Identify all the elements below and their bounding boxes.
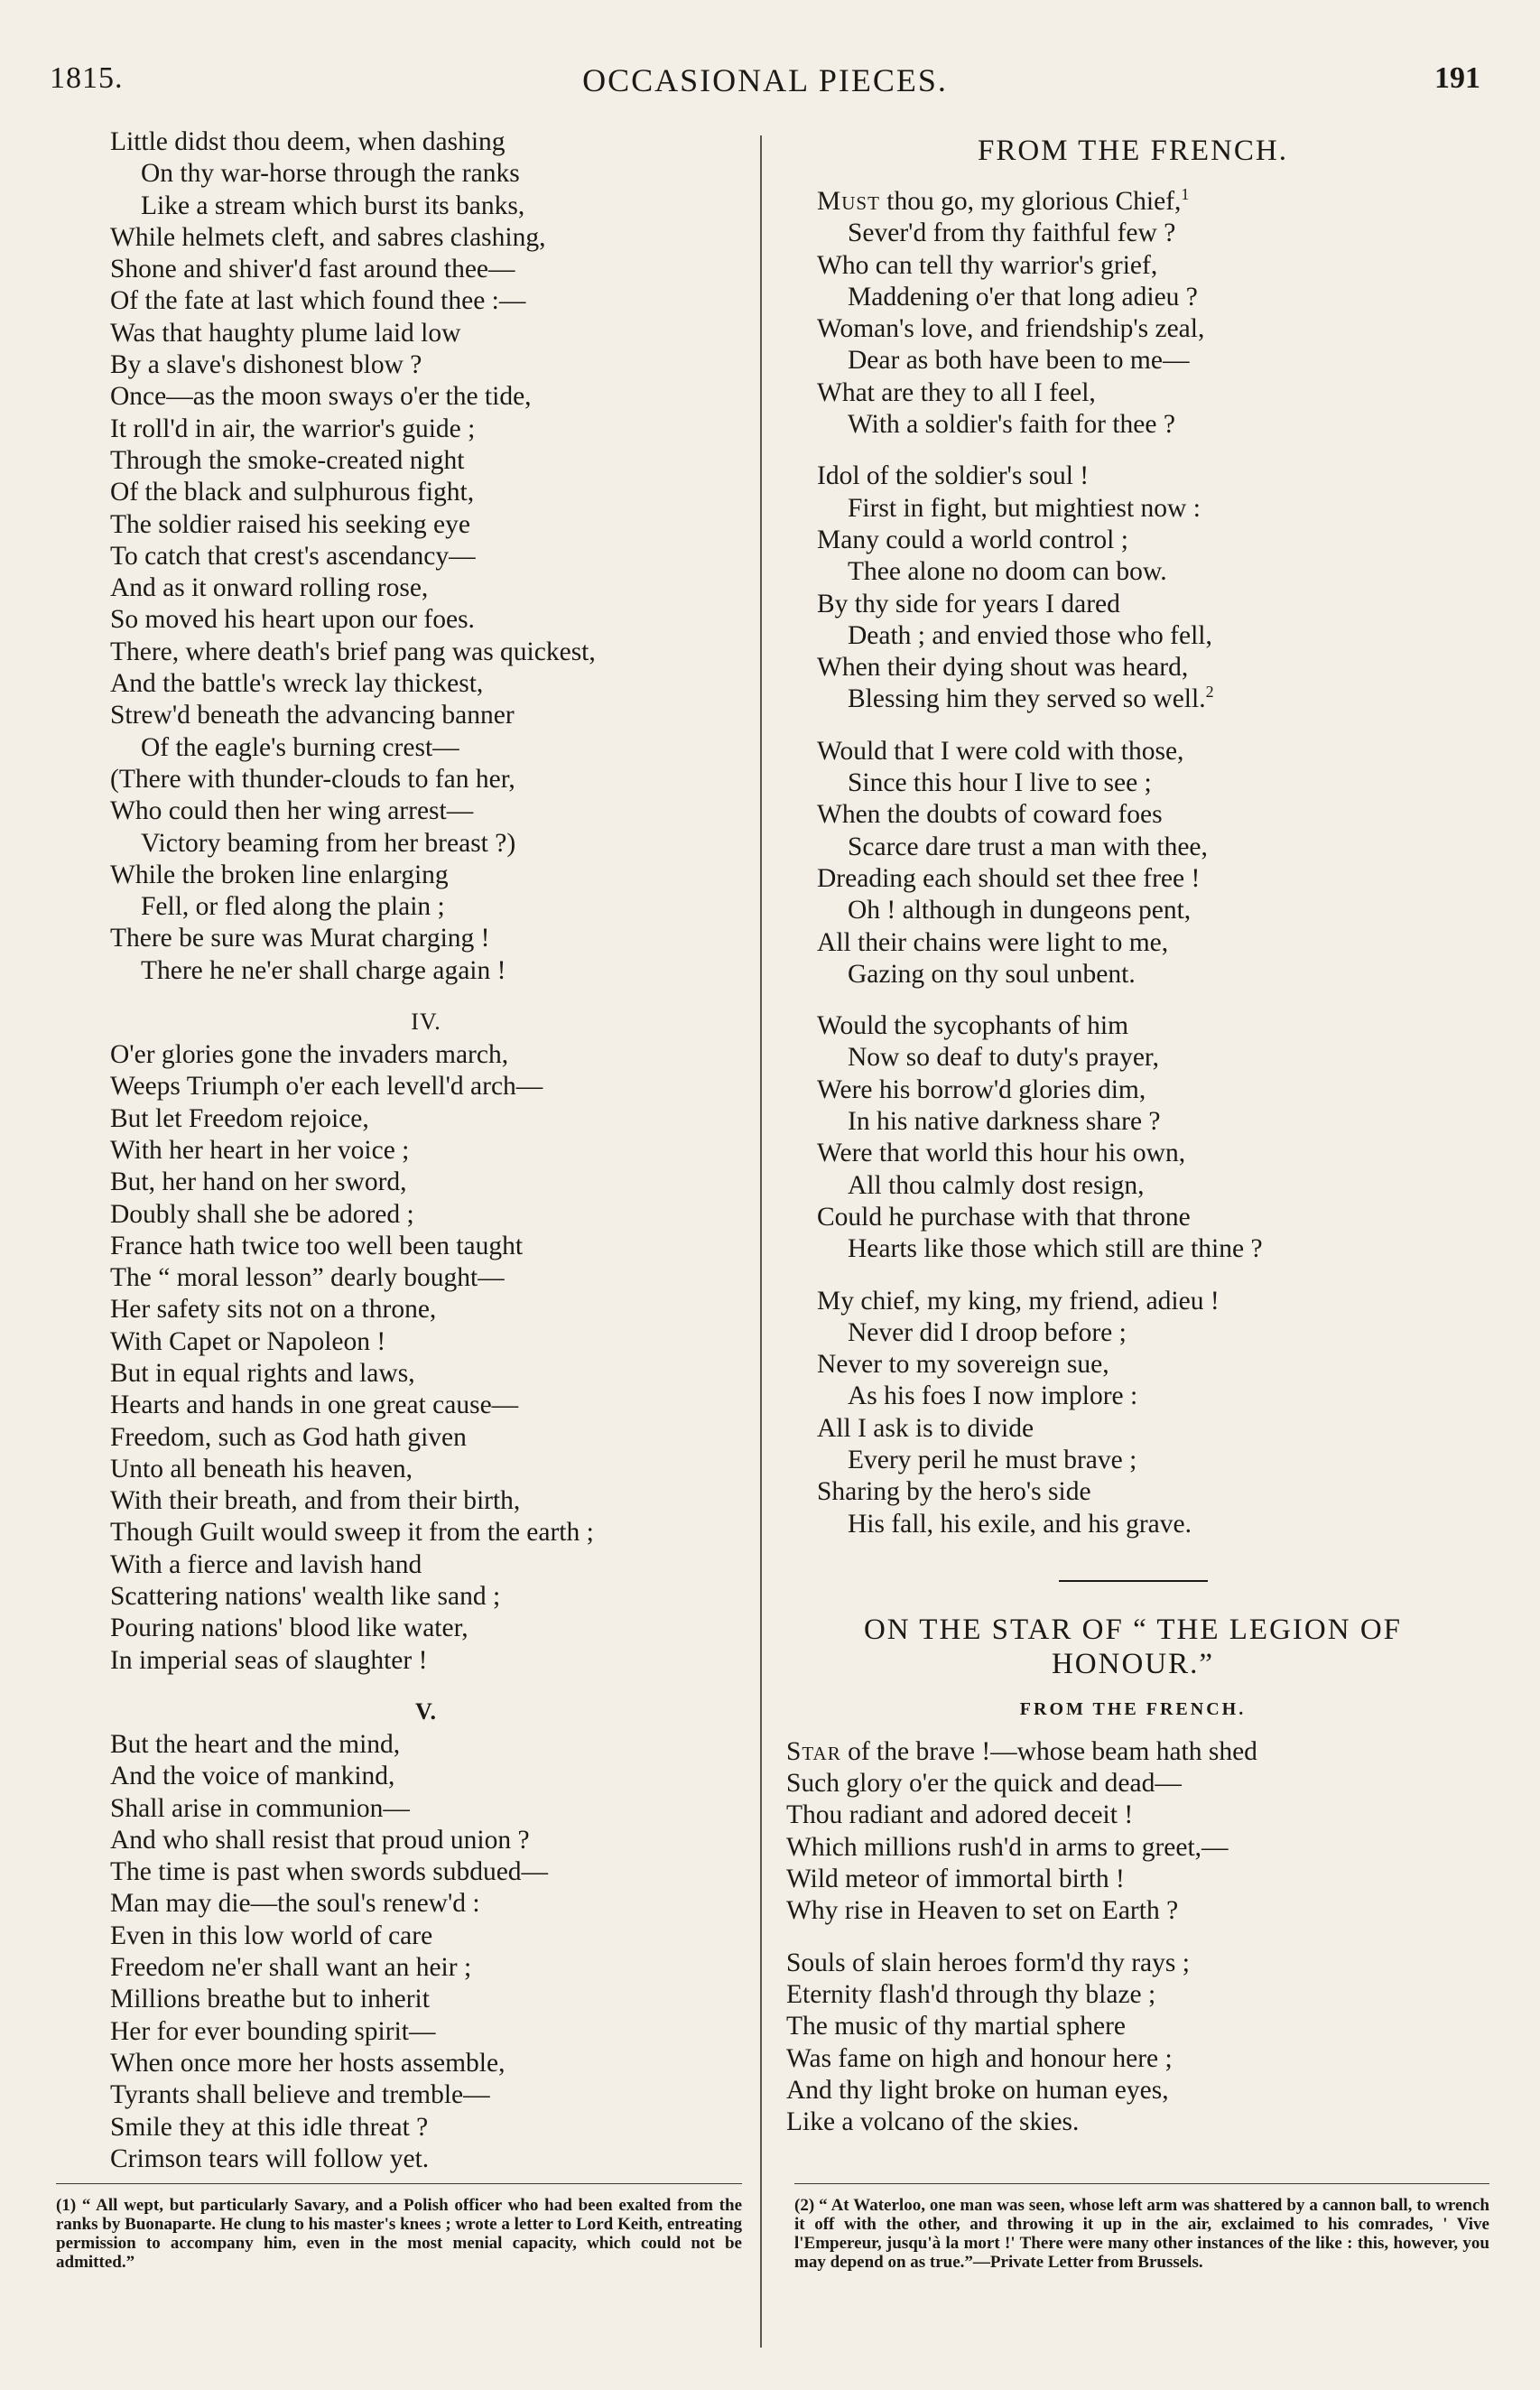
line-text: Blessing him they served so well.: [848, 684, 1206, 714]
poem-line: The music of thy martial sphere: [786, 2012, 1127, 2041]
poem-line: By a slave's dishonest blow ?: [110, 350, 422, 380]
poem-line: Tyrants shall believe and tremble—: [110, 2080, 490, 2110]
poem-line: Such glory o'er the quick and dead—: [786, 1769, 1182, 1799]
poem-title-legion-of-honour: [817, 1613, 1449, 1681]
poem-line: As his foes I now implore :: [848, 1381, 1138, 1411]
poem-line: By thy side for years I dared: [817, 589, 1120, 618]
section-separator: [1059, 1580, 1208, 1582]
poem-line: Dreading each should set thee free !: [817, 863, 1201, 893]
poem-line: Once—as the moon sways o'er the tide,: [110, 382, 532, 412]
poem-line: In his native darkness share ?: [848, 1107, 1161, 1137]
poem-line: Thee alone no doom can bow.: [848, 557, 1167, 587]
poem2-stanza-2: [786, 1948, 1449, 2139]
right-column: [786, 126, 1449, 2158]
poem-line: Oh ! although in dungeons pent,: [848, 896, 1192, 925]
poem-line: Strew'd beneath the advancing banner: [110, 701, 515, 730]
poem-line: Maddening o'er that long adieu ?: [848, 282, 1198, 312]
left-column: [110, 126, 742, 2195]
poem-line: When once more her hosts assemble,: [110, 2048, 506, 2078]
section-numeral-iv: IV.: [411, 1009, 441, 1036]
poem-line: With a soldier's faith for thee ?: [848, 410, 1175, 440]
poem-line: Man may die—the soul's renew'd :: [110, 1889, 480, 1919]
first-word: Must: [817, 187, 880, 216]
poem-title-line: ON THE STAR OF “ THE LEGION OF: [863, 1613, 1403, 1646]
poem-line: All I ask is to divide: [817, 1413, 1034, 1443]
poem1-stanza-4: [817, 1010, 1449, 1265]
poem-line: Eternity flash'd through thy blaze ;: [786, 1979, 1156, 2009]
footnote-rule-right: [794, 2183, 1489, 2184]
poem-line: Which millions rush'd in arms to greet,—: [786, 1832, 1229, 1862]
poem-line: Pouring nations' blood like water,: [110, 1613, 468, 1643]
poem-line: Gazing on thy soul unbent.: [848, 959, 1136, 989]
poem-line: Millions breathe but to inherit: [110, 1985, 430, 2014]
poem1-stanza-5: [817, 1286, 1449, 1540]
page-header: [50, 61, 1480, 107]
poem-line: The soldier raised his seeking eye: [110, 509, 470, 539]
poem-line: In imperial seas of slaughter !: [110, 1645, 428, 1675]
poem-line: Souls of slain heroes form'd thy rays ;: [786, 1948, 1190, 1977]
poem-line: Even in this low world of care: [110, 1920, 433, 1950]
poem-line: When their dying shout was heard,: [817, 653, 1189, 683]
poem-line: Every peril he must brave ;: [848, 1445, 1137, 1474]
poem-line: Was fame on high and honour here ;: [786, 2043, 1173, 2073]
poem-line: Sharing by the hero's side: [817, 1477, 1091, 1507]
stanza-iv: [110, 1039, 742, 1677]
poem-line: But in equal rights and laws,: [110, 1358, 415, 1388]
poem-line: Who can tell thy warrior's grief,: [817, 250, 1158, 280]
poem-line: Could he purchase with that throne: [817, 1202, 1191, 1232]
first-word: Star: [786, 1736, 841, 1766]
poem-line: Why rise in Heaven to set on Earth ?: [786, 1896, 1179, 1926]
footnote-marker: 2: [1205, 683, 1214, 702]
poem-line: But the heart and the mind,: [110, 1729, 401, 1759]
poem-line: Was that haughty plume laid low: [110, 318, 461, 348]
poem-line: Were his borrow'd glories dim,: [817, 1074, 1146, 1104]
poem-line: Her for ever bounding spirit—: [110, 2016, 436, 2046]
poem-line: Would the sycophants of him: [817, 1011, 1129, 1041]
poem-line: When the doubts of coward foes: [817, 800, 1163, 830]
footnote-1: (1) “ All wept, but particularly Savary, and a Polish officer who had been exalted from the ranks by Buonaparte. He clung to his master's knees ; wrote a letter to Lord Keith, entreating permission to accompany him, even in the most menial capacity, which could not be admitted.”: [56, 2196, 742, 2272]
footnote-rule-left: [56, 2183, 742, 2184]
poem-line: And the voice of mankind,: [110, 1762, 395, 1791]
poem-line: And thy light broke on human eyes,: [786, 2075, 1169, 2105]
poem-line: Now so deaf to duty's prayer,: [848, 1043, 1159, 1073]
footnote-2: (2) “ At Waterloo, one man was seen, whose left arm was shattered by a cannon ball, to wrench it off with the other, and throwing it up in the air, exclaimed to his comrades, ' Vive l'Empereur, jusqu'à la mort !' There were many other instances of the like : this, however, you may depend on as true.”—Private Letter from Brussels.: [794, 2196, 1489, 2272]
poem-line: My chief, my king, my friend, adieu !: [817, 1286, 1220, 1316]
poem-line: Though Guilt would sweep it from the earth ;: [110, 1518, 594, 1548]
footnote-marker: 1: [1181, 185, 1190, 204]
poem-line: The “ moral lesson” dearly bought—: [110, 1263, 505, 1293]
poem-line: His fall, his exile, and his grave.: [848, 1509, 1192, 1539]
poem-line: Fell, or fled along the plain ;: [141, 892, 445, 922]
poem-line: O'er glories gone the invaders march,: [110, 1040, 509, 1070]
poem-line: Little didst thou deem, when dashing: [110, 127, 506, 156]
poem-line: Sever'd from thy faithful few ?: [848, 219, 1176, 248]
poem-line: Who could then her wing arrest—: [110, 796, 474, 826]
poem-line: Idol of the soldier's soul !: [817, 461, 1090, 491]
poem-line: Like a stream which burst its banks,: [141, 191, 525, 220]
poem-line: With their breath, and from their birth,: [110, 1486, 521, 1516]
poem-subtitle: FROM THE FRENCH.: [1019, 1698, 1247, 1719]
poem-line: The time is past when swords subdued—: [110, 1857, 549, 1887]
poem-line: Shone and shiver'd fast around thee—: [110, 255, 515, 284]
poem-line: [817, 186, 1449, 218]
column-divider: [760, 135, 762, 2348]
poem-line: Woman's love, and friendship's zeal,: [817, 314, 1205, 344]
poem-line: Smile they at this idle threat ?: [110, 2112, 429, 2142]
poem-line: Like a volcano of the skies.: [786, 2107, 1080, 2137]
poem-line: Doubly shall she be adored ;: [110, 1199, 414, 1229]
poem-line: All their chains were light to me,: [817, 927, 1169, 957]
poem-line: Shall arise in communion—: [110, 1793, 410, 1823]
poem-title-from-the-french: FROM THE FRENCH.: [977, 135, 1289, 167]
poem-line: Since this hour I live to see ;: [848, 768, 1152, 798]
poem-line: And who shall resist that proud union ?: [110, 1825, 530, 1855]
poem-line: Victory beaming from her breast ?): [141, 828, 516, 858]
poem1-stanza-1: [817, 186, 1449, 441]
header-year: 1815.: [50, 61, 124, 95]
poem-line: Weeps Triumph o'er each levell'd arch—: [110, 1072, 543, 1102]
poem-line: (There with thunder-clouds to fan her,: [110, 764, 515, 794]
poem-line: Freedom, such as God hath given: [110, 1422, 467, 1452]
poem-line: But, her hand on her sword,: [110, 1167, 407, 1197]
poem-line: France hath twice too well been taught: [110, 1231, 524, 1260]
poem-line: And the battle's wreck lay thickest,: [110, 669, 484, 699]
poem-line: Hearts and hands in one great cause—: [110, 1390, 519, 1420]
poem-line: All thou calmly dost resign,: [848, 1170, 1145, 1200]
poem-line: To catch that crest's ascendancy—: [110, 541, 476, 571]
poem-line: There be sure was Murat charging !: [110, 924, 490, 953]
poem-line: Of the fate at last which found thee :—: [110, 286, 526, 316]
poem-line: With a fierce and lavish hand: [110, 1549, 422, 1579]
poem-line: Thou radiant and adored deceit !: [786, 1800, 1134, 1830]
poem-line: Hearts like those which still are thine ?: [848, 1234, 1263, 1264]
poem-line: Of the eagle's burning crest—: [141, 732, 459, 762]
poem-line: There he ne'er shall charge again !: [141, 955, 506, 985]
poem-line: Scattering nations' wealth like sand ;: [110, 1582, 501, 1612]
stanza-iii-continued: [110, 126, 742, 987]
poem-line: While the broken line enlarging: [110, 860, 449, 889]
poem-line: It roll'd in air, the warrior's guide ;: [110, 414, 476, 443]
poem-line: [817, 684, 1449, 715]
page-number: 191: [1434, 61, 1480, 95]
first-line-rest: of the brave !—whose beam hath shed: [840, 1736, 1257, 1766]
poem-line: Crimson tears will follow yet.: [110, 2144, 430, 2173]
poem-line: While helmets cleft, and sabres clashing,: [110, 222, 546, 252]
poem-line: Were that world this hour his own,: [817, 1139, 1186, 1168]
first-line-rest: thou go, my glorious Chief,: [879, 187, 1182, 216]
poem-line: And as it onward rolling rose,: [110, 573, 429, 603]
poem-line: Dear as both have been to me—: [848, 346, 1190, 376]
poem-line: Scarce dare trust a man with thee,: [848, 832, 1208, 861]
poem-line: With her heart in her voice ;: [110, 1135, 410, 1165]
poem-line: Death ; and envied those who fell,: [848, 620, 1212, 650]
section-numeral-v: V.: [415, 1697, 437, 1725]
poem1-stanza-3: [817, 736, 1449, 990]
poem-line: Unto all beneath his heaven,: [110, 1454, 413, 1483]
poem-line: There, where death's brief pang was quickest,: [110, 637, 596, 666]
poem-line: Wild meteor of immortal birth !: [786, 1865, 1125, 1894]
poem-line: [786, 1736, 1449, 1768]
poem-title-line: HONOUR.”: [1051, 1647, 1215, 1680]
header-title: OCCASIONAL PIECES.: [582, 62, 948, 98]
poem2-stanza-1: [786, 1736, 1449, 1928]
poem-line: But let Freedom rejoice,: [110, 1103, 369, 1133]
poem-line: Of the black and sulphurous fight,: [110, 478, 475, 507]
poem-line: Many could a world control ;: [817, 525, 1128, 554]
poem-line: What are they to all I feel,: [817, 377, 1096, 407]
poem-line: With Capet or Napoleon !: [110, 1326, 386, 1356]
poem-line: Never to my sovereign sue,: [817, 1350, 1109, 1380]
poem-line: Would that I were cold with those,: [817, 736, 1184, 766]
poem-line: Freedom ne'er shall want an heir ;: [110, 1953, 472, 1983]
poem-line: Never did I droop before ;: [848, 1317, 1127, 1347]
stanza-v: [110, 1729, 742, 2175]
poem-line: Her safety sits not on a throne,: [110, 1295, 437, 1325]
poem1-stanza-2: [817, 460, 1449, 715]
poem-line: Through the smoke-created night: [110, 445, 465, 475]
poem-line: So moved his heart upon our foes.: [110, 605, 475, 635]
poem-line: On thy war-horse through the ranks: [141, 159, 520, 189]
poem-line: First in fight, but mightiest now :: [848, 493, 1201, 523]
